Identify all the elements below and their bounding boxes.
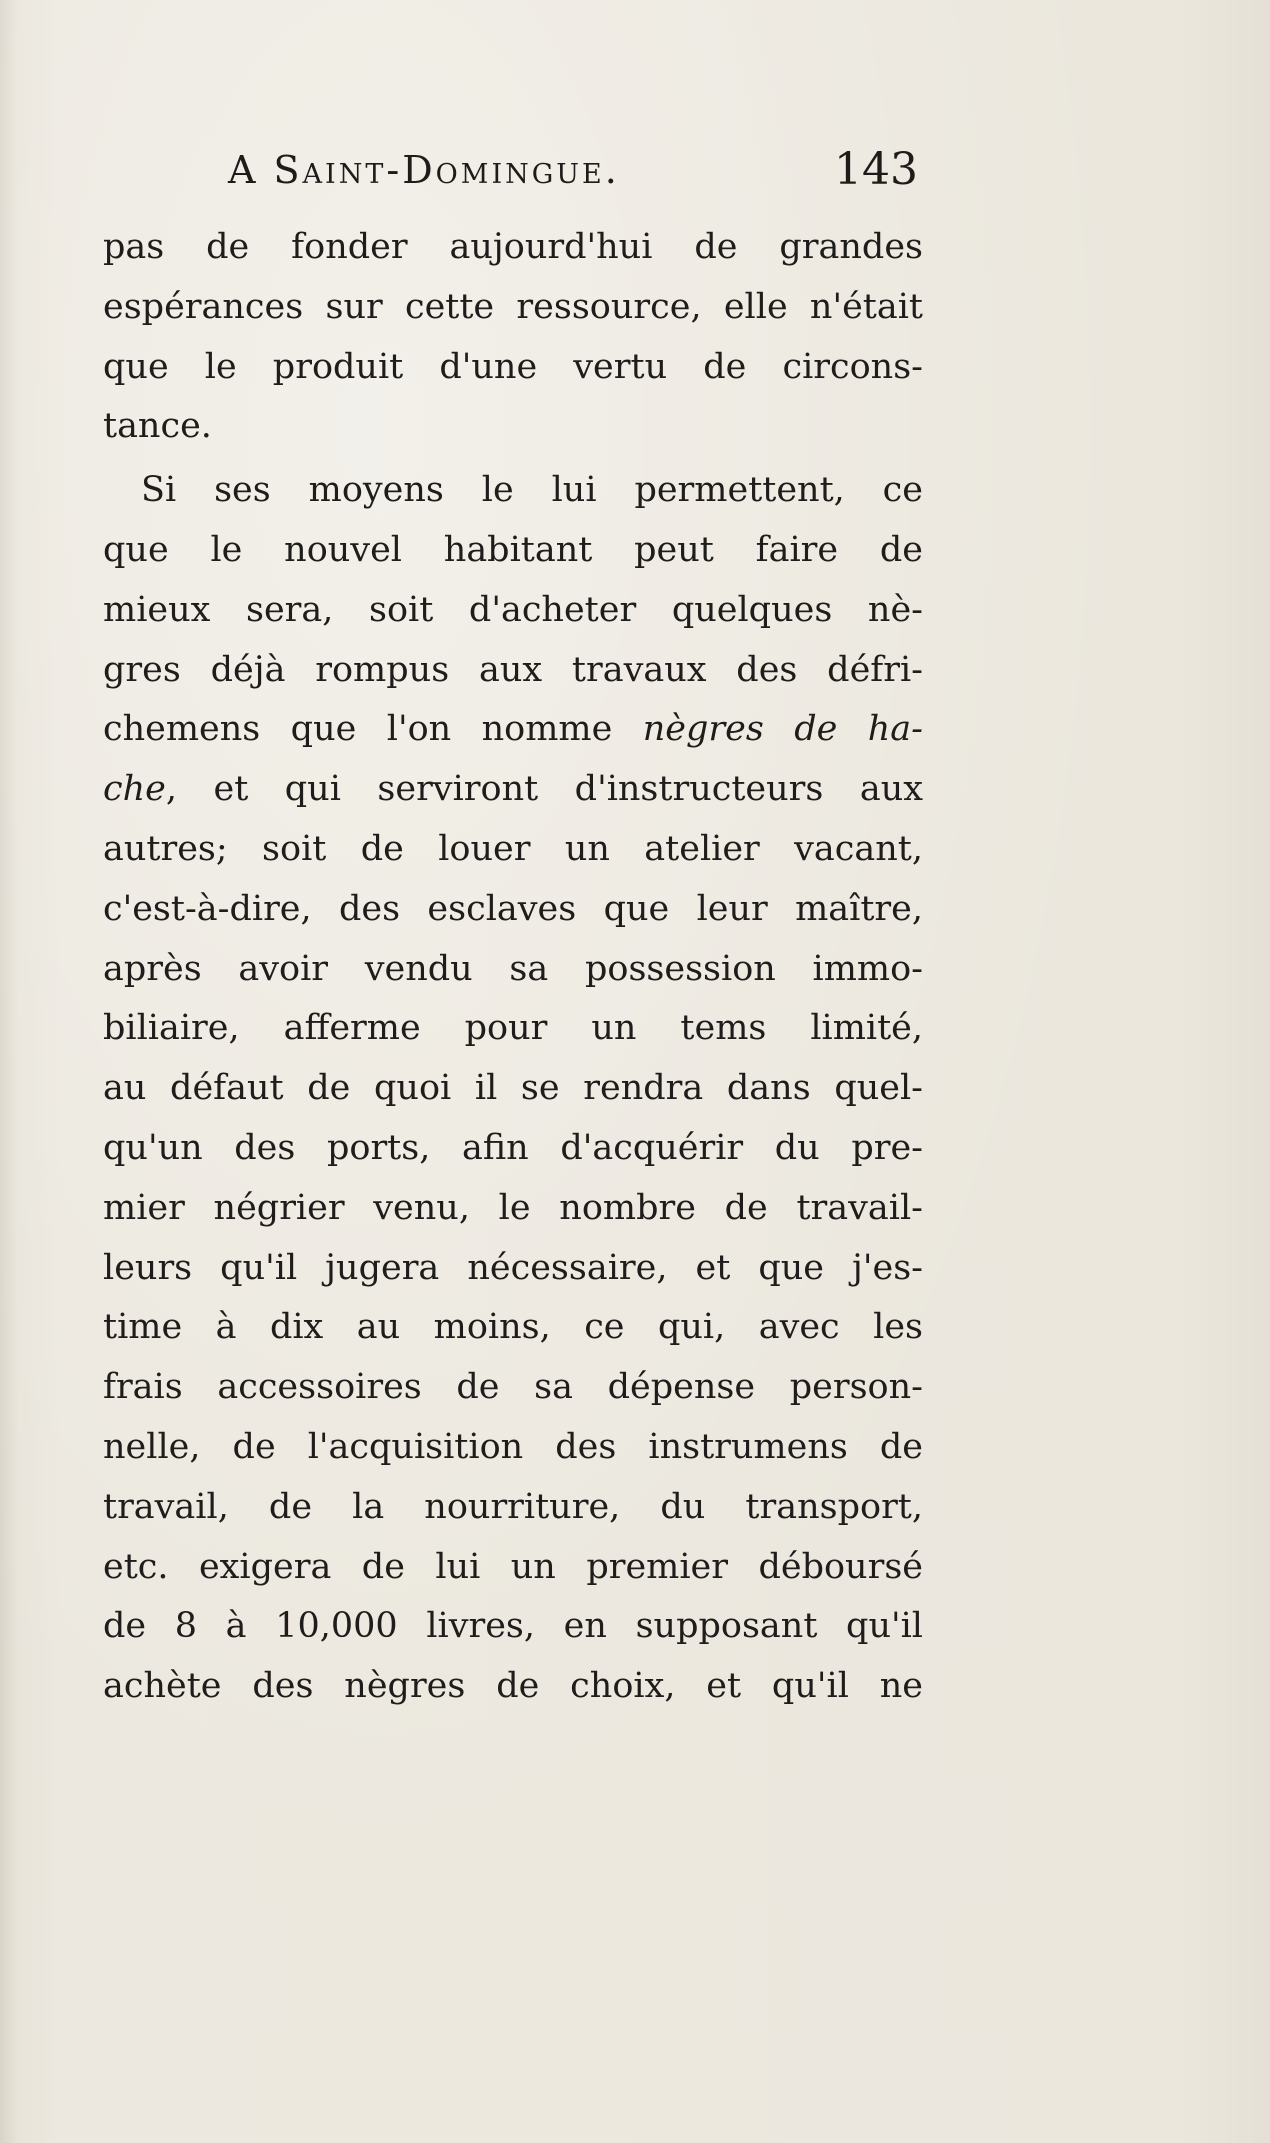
text-line: que le produit d'une vertu de circons- [103,346,923,387]
text-line: mier négrier venu, le nombre de travail- [103,1187,923,1228]
text-line: Si ses moyens le lui permettent, ce [141,470,923,511]
text-line: après avoir vendu sa possession immo- [103,948,923,989]
text-line: frais accessoires de sa dépense person- [103,1367,923,1408]
text-line [103,760,923,820]
page-number: 143 [834,144,918,195]
paragraph [103,461,923,1717]
text-line: gres déjà rompus aux travaux des défri- [103,649,923,690]
text-line: que le nouvel habitant peut faire de [103,529,923,570]
page-header [228,144,918,208]
text-line: etc. exigera de lui un premier déboursé [103,1546,923,1587]
text-line: biliaire, afferme pour un tems limité, [103,1008,923,1049]
text-line: nelle, de l'acquisition des instrumens de [103,1426,923,1467]
text-line: tance. [103,406,212,447]
text-fragment: chemens que l'on nomme [103,709,643,750]
text-line: leurs qu'il jugera nécessaire, et que j'es- [103,1247,923,1288]
text-line: travail, de la nourriture, du transport, [103,1486,923,1527]
text-line: de 8 à 10,000 livres, en supposant qu'il [103,1606,923,1647]
text-line: c'est-à-dire, des esclaves que leur maître, [103,888,923,929]
text-line: time à dix au moins, ce qui, avec les [103,1307,923,1348]
italic-term: nègres de ha- [642,709,923,750]
running-title: A Saint-Domingue. [228,148,620,192]
text-line: pas de fonder aujourd'hui de grandes [103,227,923,267]
body-text [103,218,923,1717]
text-line: autres; soit de louer un atelier vacant, [103,828,923,869]
text-line [103,700,923,760]
paragraph [103,218,923,457]
text-line: au défaut de quoi il se rendra dans quel- [103,1068,923,1109]
text-fragment: , et qui serviront d'instructeurs aux [165,769,923,810]
text-line: espérances sur cette ressource, elle n'était [103,286,923,327]
text-line: mieux sera, soit d'acheter quelques nè- [103,589,923,630]
italic-term: che [103,769,166,810]
text-line: achète des nègres de choix, et qu'il ne [103,1666,923,1707]
text-line: qu'un des ports, afin d'acquérir du pre- [103,1127,923,1168]
